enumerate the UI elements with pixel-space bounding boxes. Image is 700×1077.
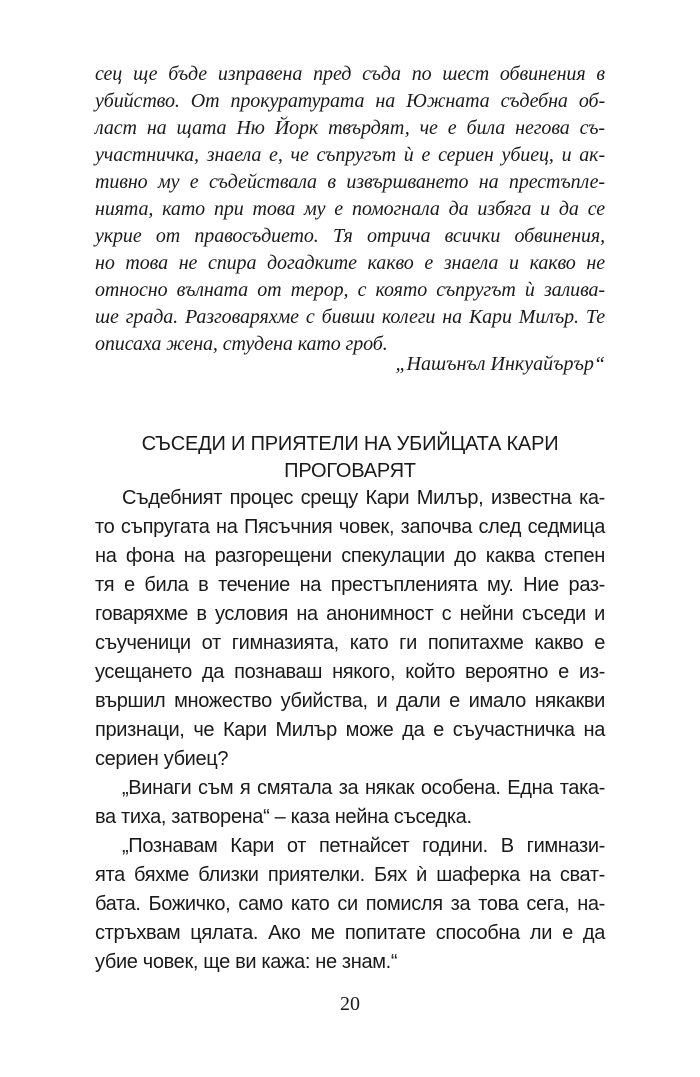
quote-line: тивно му е съдействала в извършването на престъпле- (95, 171, 605, 193)
section-heading-line: ПРОГОВАРЯТ (284, 460, 416, 482)
quote-line: но това не спира догадките какво е знаела и какво не (95, 252, 605, 274)
page-number: 20 (340, 993, 360, 1015)
quote-line: относно вълната от терор, с която съпругът ѝ залива- (95, 279, 605, 301)
body-line: ва тиха, затворена“ – каза нейна съседка. (95, 806, 472, 828)
body-line: бата. Божичко, само като си помисля за това сега, на- (95, 893, 605, 915)
body-line: вършил множество убийства, и дали е имало някакви (95, 690, 605, 712)
section-heading-line: СЪСЕДИ И ПРИЯТЕЛИ НА УБИЙЦАТА КАРИ (141, 433, 559, 455)
quote-line: описаха жена, студена като гроб. (95, 333, 388, 355)
body-line: усещането да познаваш някого, който вероятно е из- (95, 661, 605, 683)
body-line: Съдебният процес срещу Кари Милър, известна ка- (122, 487, 605, 509)
body-line: говаряхме в условия на анонимност с нейни съседи и (95, 603, 605, 625)
body-line: сериен убиец? (95, 748, 229, 770)
body-line: стръхвам цялата. Ако ме попитате способна ли е да (95, 922, 605, 944)
body-line: съученици от гимназията, като ги попитахме какво е (95, 632, 605, 654)
body-line: „Познавам Кари от петнайсет години. В гимнази- (122, 835, 605, 857)
quote-line: нията, като при това му е помогнала да избяга и да се (95, 198, 605, 220)
body-line: тя е била в течение на престъпленията му. Ние раз- (95, 574, 605, 596)
quote-line: сец ще бъде изправена пред съда по шест обвинения в (95, 63, 605, 85)
body-line: „Винаги съм я смятала за някак особена. Една така- (122, 777, 605, 799)
quote-line: убийство. От прокуратурата на Южната съдебна об- (95, 90, 605, 112)
body-line: на фона на разгорещени спекулации до каква степен (95, 545, 605, 567)
body-line: то съпругата на Пясъчния човек, започва след седмица (95, 516, 605, 538)
body-line: ята бяхме близки приятелки. Бях ѝ шаферка на сват- (95, 864, 605, 886)
quote-line: ше града. Разговаряхме с бивши колеги на Кари Милър. Те (95, 306, 605, 328)
body-line: признаци, че Кари Милър може да е съучастничка на (95, 719, 605, 741)
quote-source: „Нашънъл Инкуайърър“ (395, 353, 605, 375)
quote-line: ласт на щата Ню Йорк твърдят, че е била негова съ- (95, 117, 605, 139)
quote-line: участничка, знаела е, че съпругът ѝ е сериен убиец, и ак- (95, 144, 605, 166)
body-line: убие човек, ще ви кажа: не знам.“ (95, 951, 398, 973)
quote-line: укрие от правосъдието. Тя отрича всички обвинения, (95, 225, 605, 247)
